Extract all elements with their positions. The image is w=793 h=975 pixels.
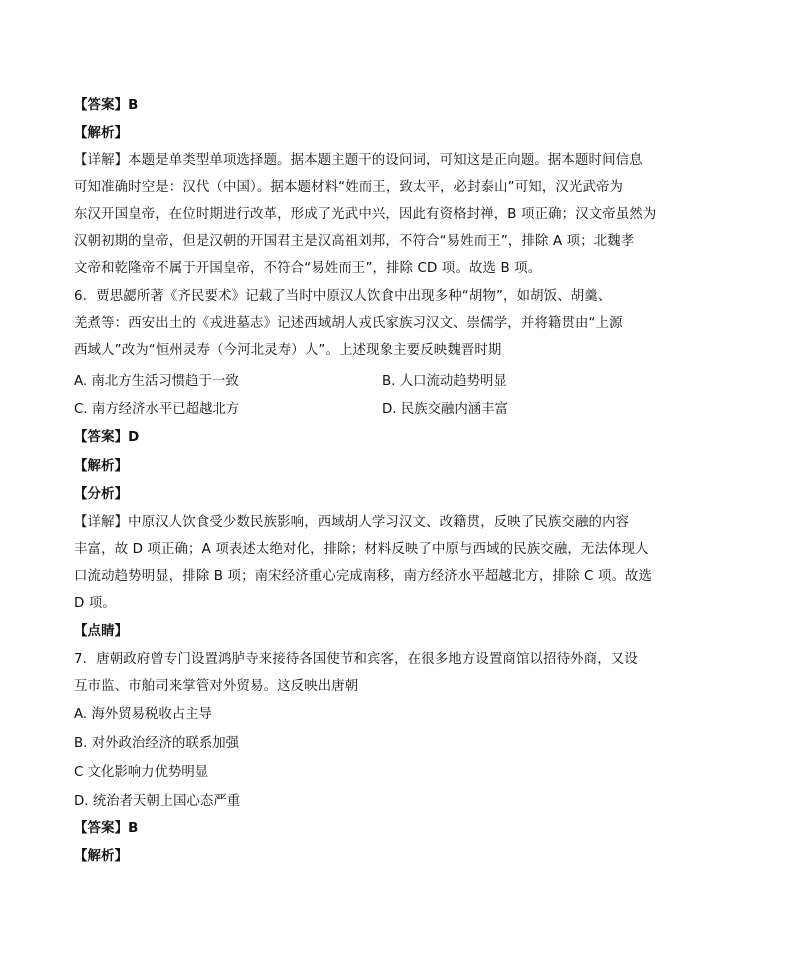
q6-option-d: D. 民族交融内涵丰富	[382, 402, 508, 417]
q7-option-b: B. 对外政治经济的联系加强	[74, 736, 239, 751]
q6-stem-line-1: 6．贾思勰所著《齐民要术》记载了当时中原汉人饮食中出现多种“胡物”，如胡饭、胡羹、	[74, 289, 612, 304]
q5-detail-line-1: 【详解】本题是单类型单项选择题。据本题主题干的设问词，可知这是正向题。据本题时间信息	[74, 153, 643, 168]
q5-answer: 【答案】B	[74, 98, 139, 113]
q5-detail-line-5: 文帝和乾隆帝不属于开国皇帝，不符合“易姓而王”，排除 CD 项。故选 B 项。	[74, 261, 542, 276]
q7-option-c: C 文化影响力优势明显	[74, 765, 209, 780]
q5-detail-line-2: 可知准确时空是：汉代（中国）。据本题材料“姓而王，致太平，必封泰山”可知，汉光武帝为	[74, 180, 624, 195]
q6-fenxi-heading: 【分析】	[74, 487, 129, 502]
q7-option-d: D. 统治者天朝上国心态严重	[74, 794, 241, 809]
q7-option-a: A. 海外贸易税收占主导	[74, 707, 212, 722]
q6-option-b: B. 人口流动趋势明显	[382, 374, 507, 389]
q6-detail-line-2: 丰富，故 D 项正确；A 项表述太绝对化，排除；材料反映了中原与西域的民族交融，无法体现人	[74, 542, 649, 557]
q7-stem-line-2: 互市监、市舶司来掌管对外贸易。这反映出唐朝	[74, 679, 359, 694]
q7-stem-line-1: 7．唐朝政府曾专门设置鸿胪寺来接待各国使节和宾客，在很多地方设置商馆以招待外商，又设	[74, 652, 638, 667]
q7-analysis-heading: 【解析】	[74, 849, 129, 864]
q6-analysis-heading: 【解析】	[74, 459, 129, 474]
q5-analysis-heading: 【解析】	[74, 126, 129, 141]
q5-detail-line-4: 汉朝初期的皇帝，但是汉朝的开国君主是汉高祖刘邦，不符合“易姓而王”，排除 A 项；北魏孝	[74, 234, 635, 249]
q6-option-a: A. 南北方生活习惯趋于一致	[74, 374, 239, 389]
q6-dianjing-heading: 【点睛】	[74, 624, 129, 639]
q6-stem-line-3: 西域人”改为“恒州灵寿（今河北灵寿）人”。上述现象主要反映魏晋时期	[74, 343, 502, 358]
q7-answer: 【答案】B	[74, 821, 139, 836]
q6-option-c: C. 南方经济水平已超越北方	[74, 402, 240, 417]
q6-stem-line-2: 羌煮等：西安出土的《戎进墓志》记述西域胡人戎氏家族习汉文、崇儒学，并将籍贯由“上源	[74, 316, 623, 331]
q5-detail-line-3: 东汉开国皇帝，在位时期进行改革，形成了光武中兴，因此有资格封禅，B 项正确；汉文帝虽然为	[74, 207, 657, 222]
q6-detail-line-4: D 项。	[74, 596, 116, 611]
q6-answer: 【答案】D	[74, 430, 140, 445]
q6-detail-line-1: 【详解】中原汉人饮食受少数民族影响，西域胡人学习汉文、改籍贯，反映了民族交融的内容	[74, 515, 630, 530]
q6-detail-line-3: 口流动趋势明显，排除 B 项；南宋经济重心完成南移，南方经济水平超越北方，排除 C 项。故选	[74, 569, 653, 584]
